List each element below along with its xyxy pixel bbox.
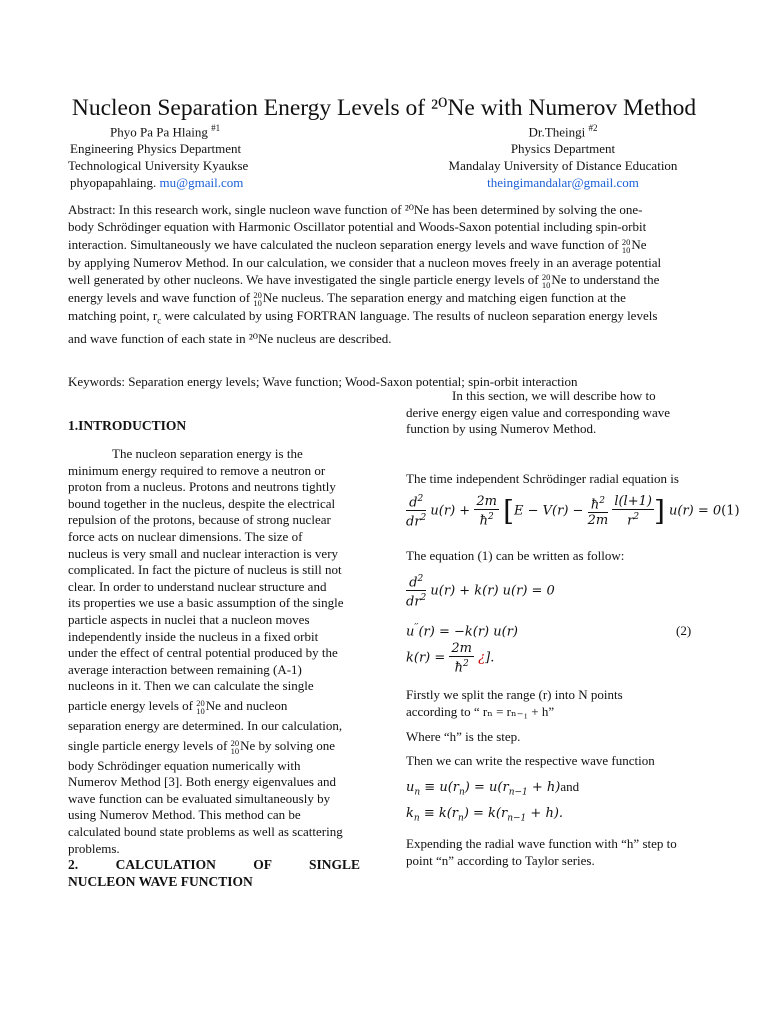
where-text: Where “h” is the step. [406,729,521,744]
section-2-heading-line: 2. CALCULATION OF SINGLE [68,857,360,872]
equation-kn: $k_n \equiv k(r_n) = k(r_{n-1} + h)$. [406,806,564,824]
author-2-name-line [438,120,688,140]
paper-title: Nucleon Separation Energy Levels of ²⁰Ne with Numerov Method [71,95,697,121]
author-1-email-prefix: phyopapahlaing. [70,175,157,191]
body-line: particle aspects in nuclei that a nucleon moves [68,611,310,627]
author-1-name: Phyo Pa Pa Hlaing [110,124,208,140]
author-1-dept: Engineering Physics Department [70,141,242,157]
split-text [406,687,698,720]
body-line: particle energy levels of 20 10 Ne and nucleon [68,697,288,716]
body-line: complicated. In fact the picture of nucleus is still not [68,562,342,578]
body-line: repulsion of the protons, because of strong nuclear [68,512,331,528]
equation-1-label: (1) [721,503,740,519]
author-1-mark: #1 [211,123,221,133]
body-line: point “n” according to Taylor series. [406,852,595,868]
author-2-block [438,120,688,191]
expand-text [406,836,698,869]
author-2-name: Dr.Theingi [528,124,586,140]
body-line: clear. In order to understand nuclear structure and [68,578,327,594]
right-intro [406,388,698,438]
abstract-line: well generated by other nucleons. We have investigated the single particle energy levels of 20 10 Ne to understand the [68,272,660,291]
body-line: independently inside the nucleus in a fixed orbit [68,628,319,644]
equation-2c: k(r) = $\frac{2m}{ħ^2}$ ¿]. [406,641,495,676]
keywords: Keywords: Separation energy levels; Wave function; Wood-Saxon potential; spin-orbit interaction [68,374,578,389]
equation-2a: $\frac{d^2}{dr^2}$ u(r) + k(r) u(r) = 0 [406,574,555,610]
section-2-heading-line: NUCLEON WAVE FUNCTION [68,874,253,889]
body-line: under the effect of central potential produced by the [68,645,338,661]
body-line: derive energy eigen value and corresponding wave [406,404,670,420]
section-1-heading: 1.INTRODUCTION [68,418,187,433]
section-2-heading [68,857,360,890]
body-line: separation energy are determined. In our calculation, [68,717,343,733]
author-2-email-link[interactable]: theingimandalar@gmail.com [487,175,639,191]
body-line: Numerov Method [3]. Both energy eigenvalues and [68,774,336,790]
body-line: problems. [68,840,120,856]
body-line: single particle energy levels of 20 10 Ne by solving one [68,737,336,756]
author-2-dept: Physics Department [510,141,616,157]
body-line: force acts on nuclear dimensions. The size of [68,528,303,544]
body-line: body Schrödinger equation numerically with [68,757,301,773]
body-line: Firstly we split the range (r) into N points [406,687,623,702]
body-line: proton from a nucleus. Protons and neutrons tightly [68,479,336,495]
section-1-body [68,446,360,857]
abstract-line: by applying Numerov Method. In our calculation, we consider that a nucleon moves freely in an average potential [68,254,662,270]
body-line: using Numerov Method. This method can be [68,807,301,823]
abstract [68,201,700,348]
body-line: The nucleon separation energy is the [112,446,303,461]
body-line: calculated bound state problems as well as scattering [68,823,343,839]
body-line: Expending the radial wave function with “h” step to [406,836,677,851]
rewrite-text: The equation (1) can be written as follow: [406,548,625,563]
body-line: function by using Numerov Method. [406,421,597,437]
body-line: nucleus is very small and nuclear interaction is very [68,545,339,561]
author-1-inst: Technological University Kyaukse [68,158,249,174]
author-1-name-line [68,120,368,140]
body-line: wave function can be evaluated simultaneously by [68,790,331,806]
author-1-email-link[interactable]: mu@gmail.com [159,175,244,191]
abstract-line: Abstract: In this research work, single nucleon wave function of ²⁰Ne has been determined by solving the one- [68,202,643,217]
abstract-line: matching point, $r_c$ were calculated by using FORTRAN language. The results of nucleon separation energy levels [68,308,658,326]
abstract-line: body Schrödinger equation with Harmonic Oscillator potential and Woods-Saxon potential including spin-orbit [68,219,647,235]
equation-2-label: (2) [676,623,692,638]
body-line: In this section, we will describe how to [452,388,656,403]
author-1-block [68,120,368,191]
body-line: nucleons in it. Then we can calculate the single [68,678,314,694]
author-2-inst: Mandalay University of Distance Education [448,158,678,174]
body-line: its properties we use a basic assumption of the single [68,595,344,611]
equation-un: $u_n \equiv u(r_n) = u(r_{n-1} + h)and$ [406,779,580,798]
abstract-line: and wave function of each state in ²⁰Ne nucleus are described. [68,331,392,347]
equation-1: $\frac{d^2}{dr^2}$ u(r) + $\frac{2m}{ħ^2}$ [E − V(r) − $\frac{ħ^2}{2m}$ $\frac{l(l+1)}{r^2}$ ] u(r) = 0(1) [406,493,740,530]
body-line: according to “ rₙ = rₙ₋₁ + h” [406,703,555,719]
abstract-line: energy levels and wave function of 20 10 Ne nucleus. The separation energy and matching eigen function at the [68,290,626,309]
radial-text: The time independent Schrödinger radial equation is [406,471,679,486]
author-2-mark: #2 [588,123,598,133]
equation-2b: u′′(r) = −k(r) u(r) [406,623,518,640]
body-line: average interaction between remaining (A-1) [68,661,302,677]
body-line: bound together in the nucleus, despite the electrical [68,495,336,511]
and-word: and [560,779,580,794]
body-line: minimum energy required to remove a neutron or [68,462,326,478]
then-text: Then we can write the respective wave function [406,753,655,768]
author-1-email [68,174,368,191]
abstract-line: interaction. Simultaneously we have calculated the nucleon separation energy levels and wave function of 20 10 Ne [68,236,647,255]
